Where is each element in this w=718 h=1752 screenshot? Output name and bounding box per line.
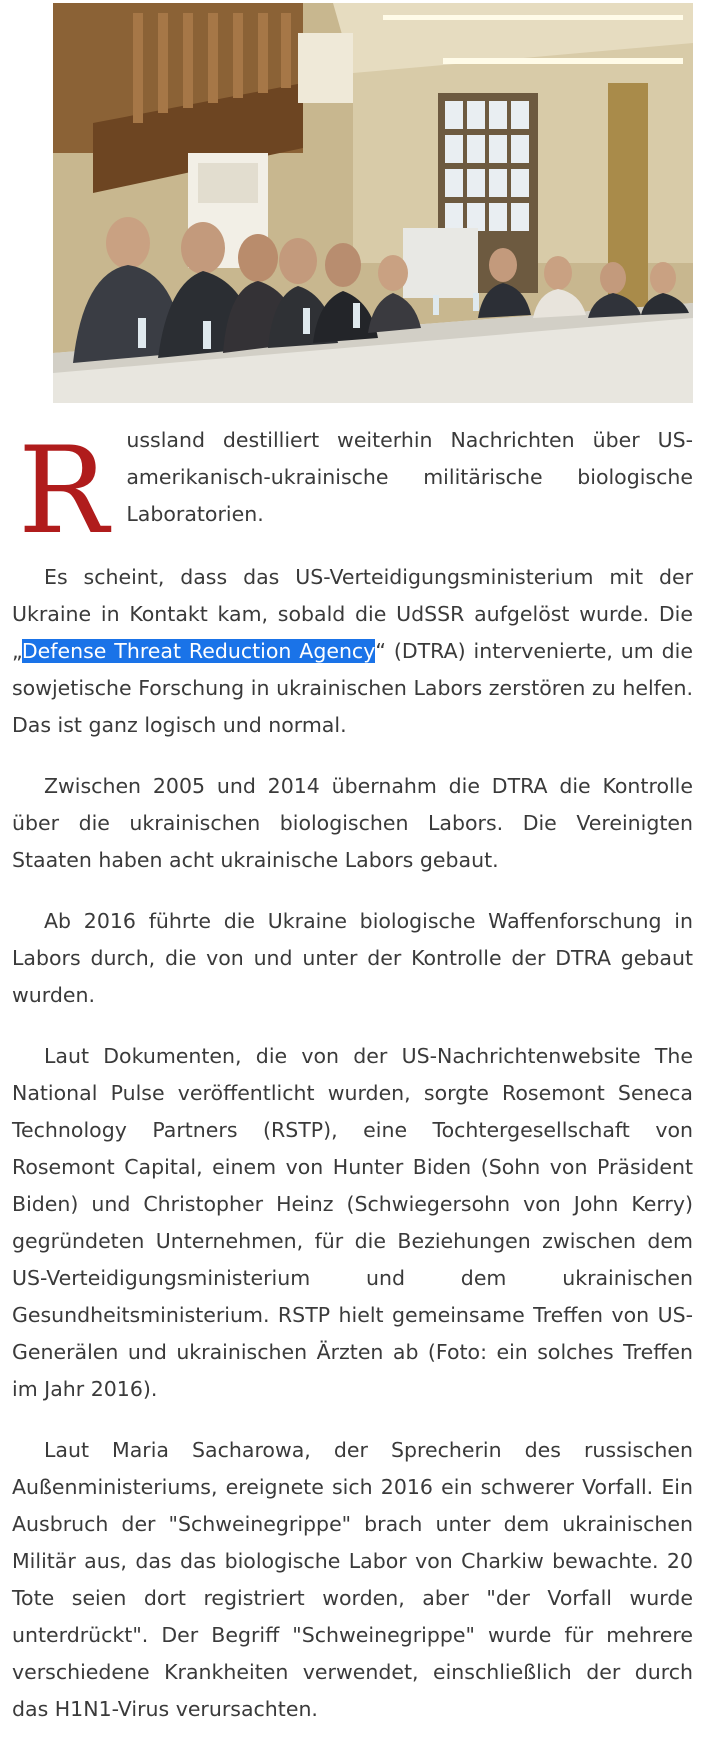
article-body (12, 422, 693, 1752)
paragraph-2005-2014: Zwischen 2005 und 2014 übernahm die DTRA die Kontrolle über die ukrainischen biologischen Labors. Die Vereinigten Staaten haben acht ukrainische Labors gebaut. (12, 774, 693, 872)
paragraph-2016-research: Ab 2016 führte die Ukraine biologische Waffenforschung in Labors durch, die von und unter der Kontrolle der DTRA gebaut wurden. (12, 909, 693, 1007)
paragraph-dtra-intro (12, 559, 693, 744)
selected-text-highlight[interactable]: Defense Threat Reduction Agency (21, 639, 376, 663)
paragraph-text: “ (DTRA) intervenierte, um die sowjetische Forschung in ukrainischen Labors zerstören zu helfen. Das ist ganz logisch und normal. (12, 639, 693, 737)
paragraph-text: Es scheint, dass das US-Verteidigungsministerium mit der Ukraine in Kontakt kam, sobald die UdSSR aufgelöst wurde. Die „ (12, 565, 693, 663)
paragraph-swine-flu: Laut Maria Sacharowa, der Sprecherin des russischen Außenministeriums, ereignete sich 2016 ein schwerer Vorfall. Ein Ausbruch der "Schweinegrippe" brach unter dem ukrainischen Militär aus, das das biologische Labor von Charkiw bewachte. 20 Tote seien dort registriert worden, aber "der Vorfall wurde unterdrückt". Der Begriff "Schweinegrippe" wurde für mehrere verschiedene Krankheiten verwendet, einschließlich der durch das H1N1-Virus verursachten. (12, 1438, 693, 1721)
lead-text: ussland destilliert weiterhin Nachrichten über US-amerikanisch-ukrainische militärische biologische Laboratorien. (126, 428, 693, 526)
lead-paragraph (12, 422, 693, 561)
drop-cap: R (18, 422, 109, 561)
paragraph-rstp: Laut Dokumenten, die von der US-Nachrichtenwebsite The National Pulse veröffentlicht wurden, sorgte Rosemont Seneca Technology Partners (RSTP), eine Tochtergesellschaft von Rosemont Capital, einem von Hunter Biden (Sohn von Präsident Biden) und Christopher Heinz (Schwiegersohn von John Kerry) gegründeten Unternehmen, für die Beziehungen zwischen dem US-Verteidigungsministerium und dem ukrainischen Gesundheitsministerium. RSTP hielt gemeinsame Treffen von US-Generälen und ukrainischen Ärzten ab (Foto: ein solches Treffen im Jahr 2016). (12, 1044, 693, 1401)
meeting-photo (53, 3, 693, 403)
